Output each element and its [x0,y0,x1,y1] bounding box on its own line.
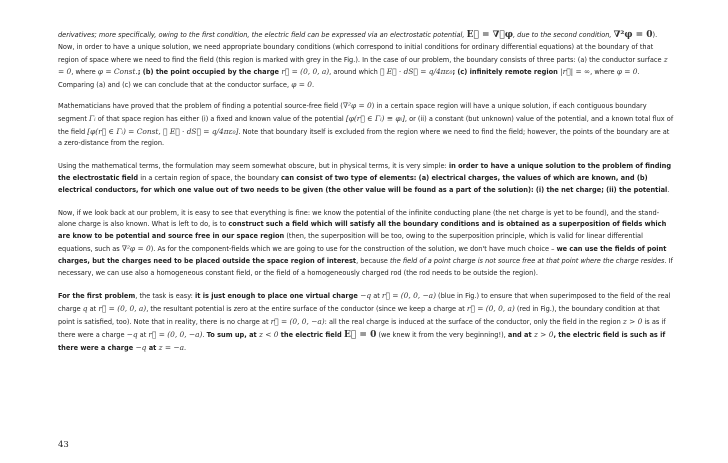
math-field-gradient: E⃗ = ∇⃗φ [466,30,513,40]
paragraph-boundary-conditions: derivatives; more specifically, owing to the first condition, the electric field can be expressed via an electrostatic potential, E⃗ = ∇⃗φ, due to the second condition, ∇²φ = 0). Now, in order to have a unique solution, we need appropriate boundary conditions (which correspond to initial conditions for ordinary differential equations) at the boundary of that region of space where we need to find the field (this region is marked with grey in the Fig.). In the case of our problem, the boundary consists of three parts: (a) the conductor surface z = 0, where φ = Const.; (b) the point occupied by the charge r⃗ = (0, 0, a), around which ∮ E⃗ · dS⃗ = q/4πε₀; (c) infinitely remote region |r⃗| = ∞, where φ = 0. Comparing (a) and (c) we can conclude that at the conductor surface, φ = 0. [58,30,668,90]
math-laplace: ∇²φ = 0 [613,30,653,40]
page-number: 43 [58,440,69,450]
paragraph-physical-terms: Using the mathematical terms, the formulation may seem somewhat obscure, but in physical terms, it is very simple: in order to have a unique solution to the problem of finding the electrostatic field in a certain region of space, the boundary can consist of two type of elements: (a) electrical charges, the values of which are known, and (b) electrical conductors, for which one value out of two needs to be given (the other value will be found as a part of the solution): (i) the net charge; (ii) the potential. [58,162,672,194]
paragraph-uniqueness-theorem: Mathematicians have proved that the problem of finding a potential source-free field (∇²φ = 0) in a certain space region will have a unique solution, if each contiguous boundary segment Γᵢ of that space region has either (i) a fixed and known value of the potential [φ(r⃗ ∈ Γᵢ) ≡ φᵢ], or (ii) a constant (but unknown) value of the potential, and a known total flux of the field [φ(r⃗ ∈ Γᵢ) = Const, ∮ E⃗ · dS⃗ = q/4πε₀]. Note that boundary itself is excluded from the region where we need to find the field; however, the points of the boundary are at a zero-distance from the region. [58,100,674,148]
paragraph-superposition: Now, if we look back at our problem, it is easy to see that everything is fine: we know the potential of the infinite conducting plane (the net charge is yet to be found), and the stand-alone charge is also known. What is left to do, is to construct such a field which will satisfy all the boundary conditions and is obtained as a superposition of fields which are know to be potential and source free in our space region (then, the superposition will be too, owing to the superposition principle, which is valid for linear differential equations, such as ∇²φ = 0). As for the component-fields which we are going to use for the construction of the solution, we don't have much choice – we can use the fields of point charges, but the charges need to be placed outside the space region of interest, because the field of a point charge is not source free at that point where the charge resides. If necessary, we can use also a homogeneous constant field, or the field of a homogeneously charged rod (the rod needs to be outside the region). [58,208,673,277]
document-page [58,30,674,365]
paragraph-first-problem: For the first problem, the task is easy: it is just enough to place one virtual charge −q at r⃗ = (0, 0, −a) (blue in Fig.) to ensure that when superimposed to the field of the real charge q at r⃗ = (0, 0, a), the resultant potential is zero at the entire surface of the conductor (since we keep a charge at r⃗ = (0, 0, a) (red in Fig.), the boundary condition at that point is satisfied, too). Note that in reality, there is no charge at r⃗ = (0, 0, −a): all the real charge is induced at the surface of the conductor, only the field in the region z > 0 is as if there were a charge −q at r⃗ = (0, 0, −a). To sum up, at z < 0 the electric field E⃗ = 0 (we knew it from the very beginning!), and at z > 0, the electric field is such as if there were a charge −q at z = −a. [58,291,671,352]
